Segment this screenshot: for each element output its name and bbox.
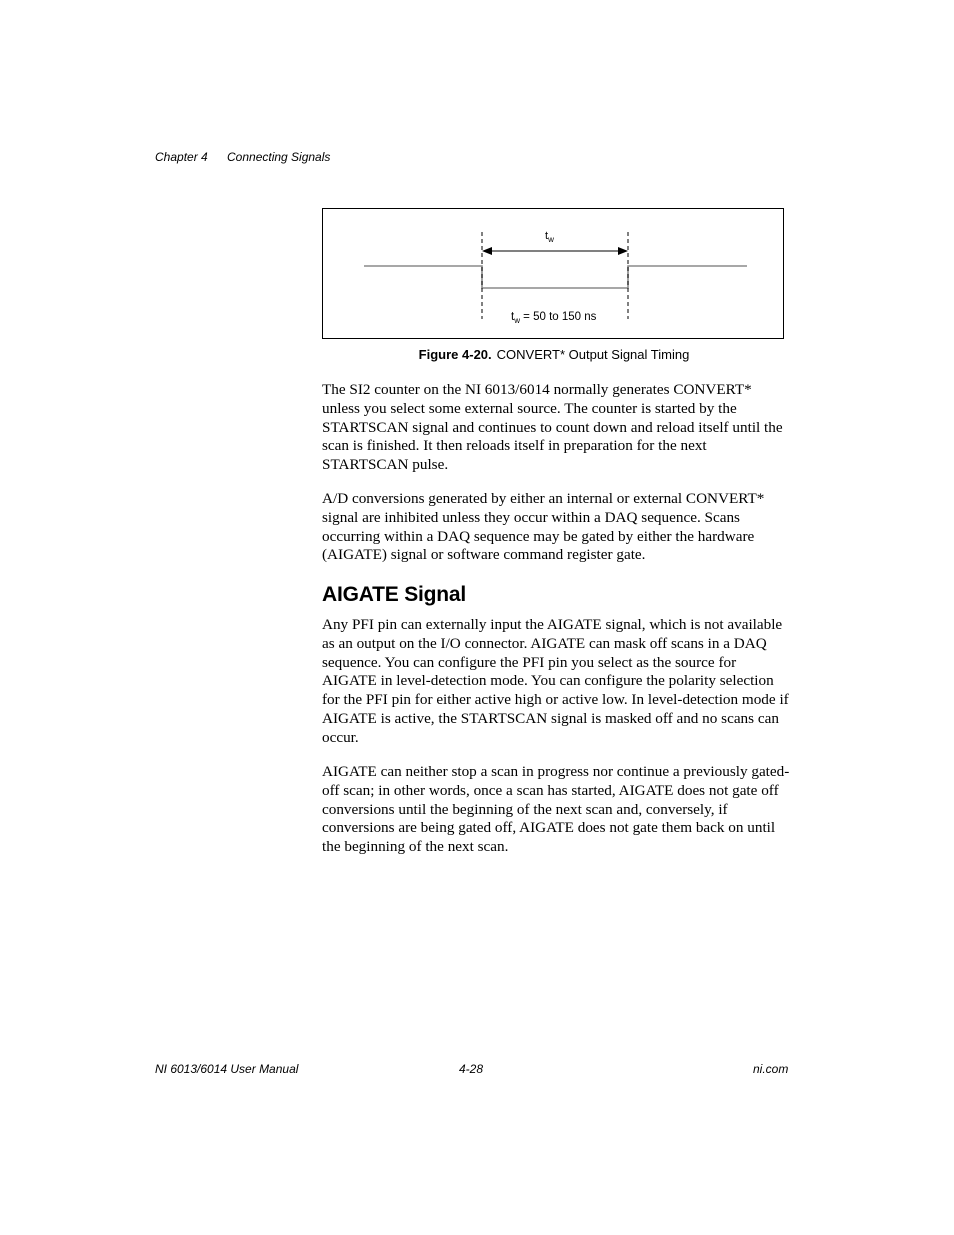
paragraph-aigate-behavior: AIGATE can neither stop a scan in progress nor continue a previously gated-off scan; in other words, once a scan has started, AIGATE does not gate off conversions until the beginning of the next scan and, conversely, if conversions are being gated off, AIGATE does not gate them back on until the beginning of the next scan. (322, 763, 790, 856)
figure-title: CONVERT* Output Signal Timing (496, 347, 690, 362)
section-heading-aigate: AIGATE Signal (322, 583, 467, 606)
timing-diagram-svg (323, 209, 785, 340)
arrowhead-left (482, 247, 492, 255)
convert-signal-waveform (364, 266, 747, 288)
footer-website: ni.com (753, 1062, 789, 1076)
figure-number: Figure 4-20. (418, 347, 492, 362)
timing-diagram (322, 208, 784, 339)
tw-label: $t_w$ (545, 230, 554, 244)
figure-caption (322, 347, 786, 362)
paragraph-si2-counter: The SI2 counter on the NI 6013/6014 normally generates CONVERT* unless you select some external source. The counter is started by the STARTSCAN signal and continues to count down and reload itself until the scan is finished. It then reloads itself in preparation for the next STARTSCAN pulse. (322, 381, 783, 474)
arrowhead-right (618, 247, 628, 255)
paragraph-ad-conversions: A/D conversions generated by either an internal or external CONVERT* signal are inhibited unless they occur within a DAQ sequence. Scans occurring within a DAQ sequence may be gated by either the hardware (AIGATE) signal or software command register gate. (322, 490, 765, 564)
running-header (155, 150, 330, 164)
tw-spec-label: $t_w = 50$ to 150 ns (511, 311, 597, 325)
chapter-label: Chapter 4 (155, 150, 208, 164)
footer-manual-title: NI 6013/6014 User Manual (155, 1062, 299, 1076)
section-label: Connecting Signals (227, 150, 331, 164)
footer-page-number: 4-28 (459, 1062, 484, 1076)
paragraph-aigate-input: Any PFI pin can externally input the AIGATE signal, which is not available as an output on the I/O connector. AIGATE can mask off scans in a DAQ sequence. You can configure the PFI pin you select as the source for AIGATE in level-detection mode. You can configure the polarity selection for the PFI pin for either active high or active low. In level-detection mode if AIGATE is active, the STARTSCAN signal is masked off and no scans can occur. (322, 616, 789, 746)
